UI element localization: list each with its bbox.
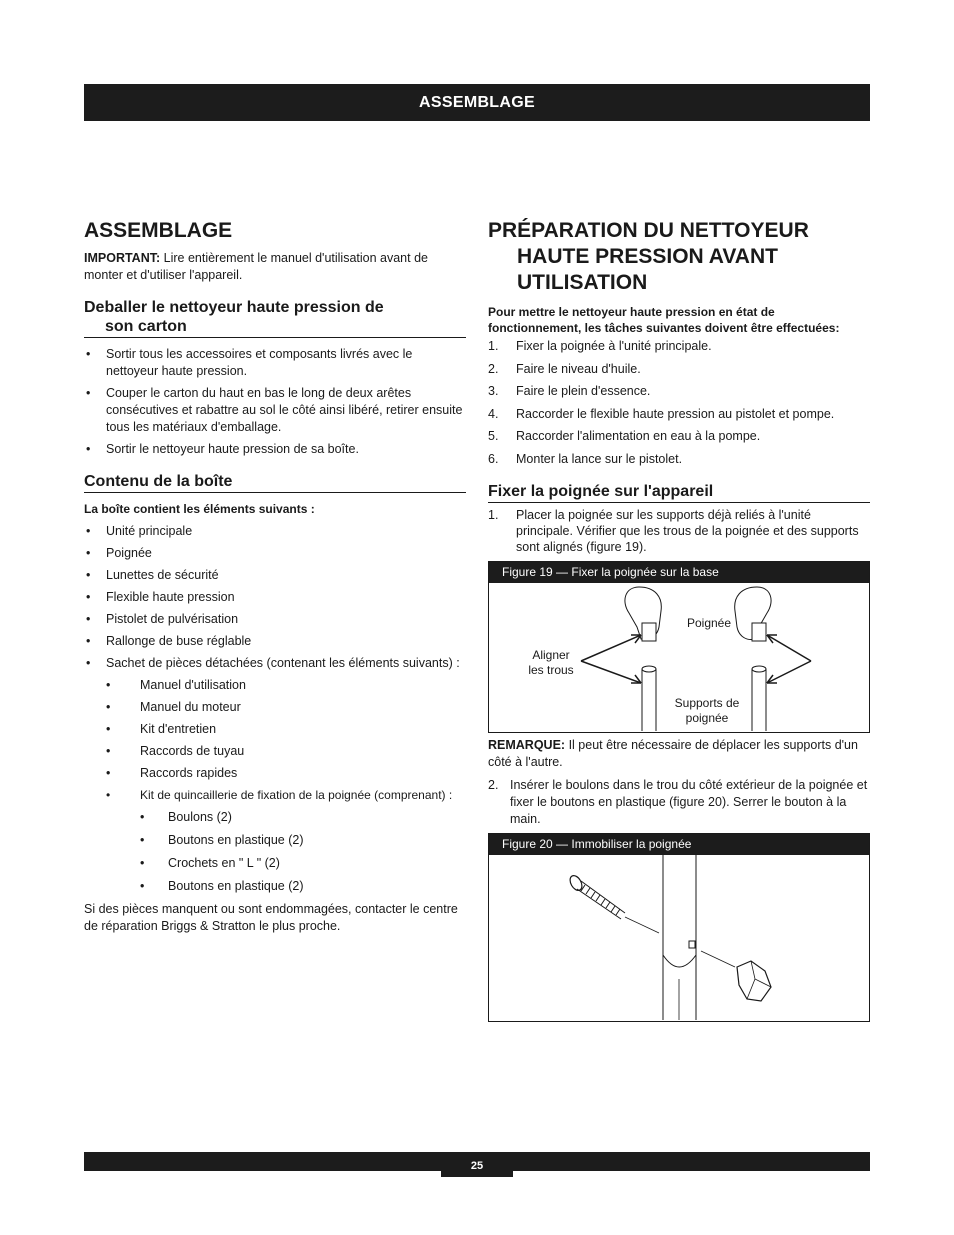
list-item: • Boutons en plastique (2): [84, 878, 466, 895]
step-text: Monter la lance sur le pistolet.: [516, 451, 683, 466]
step-text: Raccorder l'alimentation en eau à la pompe.: [516, 429, 761, 444]
figure-19-label-supports: [669, 696, 745, 726]
step-number: 5.: [488, 429, 499, 444]
list-item: • Raccords de tuyau: [84, 743, 466, 760]
contents-list: [84, 523, 466, 672]
contents-sublist: [84, 677, 466, 804]
contents-footer: Si des pièces manquent ou sont endommagées, contacter le centre de réparation Briggs & Stratton le plus proche.: [84, 902, 458, 933]
section-title-preparation: PRÉPARATION DU NETTOYEUR HAUTE PRESSION AVANT UTILISATION: [488, 219, 809, 294]
list-item: • Boutons en plastique (2): [84, 832, 466, 849]
important-label: IMPORTANT:: [84, 251, 161, 265]
right-column: [488, 218, 870, 1026]
unpack-heading: [84, 298, 466, 338]
list-item: • Unité principale: [84, 523, 466, 540]
list-item: • Manuel du moteur: [84, 699, 466, 716]
list-item: • Raccords rapides: [84, 765, 466, 782]
list-item: • Lunettes de sécurité: [84, 567, 466, 584]
step-text: Insérer le boulons dans le trou du côté extérieur de la poignée et fixer le boutons en plastique (figure 20). Serrer le bouton à la main.: [510, 777, 868, 826]
list-item: [488, 361, 870, 378]
list-item: [488, 507, 870, 555]
unpack-list: [84, 346, 466, 458]
step-number: 2.: [488, 361, 499, 376]
important-text: Lire entièrement le manuel d'utilisation avant de monter et d'utiliser l'appareil.: [84, 251, 428, 282]
step-number: 3.: [488, 384, 499, 399]
list-item: • Boulons (2): [84, 809, 466, 826]
note: [488, 737, 870, 771]
list-item: • Poignée: [84, 545, 466, 562]
step-text: Fixer la poignée à l'unité principale.: [516, 339, 712, 353]
list-item: [488, 383, 870, 400]
list-item: • Sortir le nettoyeur haute pression de sa boîte.: [84, 441, 466, 458]
handle-step-2: [488, 777, 870, 828]
label-line: Aligner: [532, 647, 570, 662]
label-line: les trous: [528, 662, 574, 677]
list-item: • Crochets en " L " (2): [84, 855, 466, 872]
contents-intro: La boîte contient les éléments suivants :: [84, 502, 315, 516]
list-item: [488, 338, 870, 355]
step-number: 4.: [488, 406, 499, 421]
list-item: [488, 428, 870, 445]
figure-19-caption: Figure 19 — Fixer la poignée sur la base: [489, 562, 869, 583]
figure-19-label-align: [523, 648, 579, 678]
list-item: • Kit de quincaillerie de fixation de la poignée (comprenant) :: [84, 787, 466, 804]
unpack-heading-line2: son carton: [105, 318, 187, 335]
list-item: • Sortir tous les accessoires et composants livrés avec le nettoyeur haute pression.: [84, 346, 466, 380]
step-number: 1.: [488, 507, 499, 522]
header-bar: [84, 84, 870, 121]
handle-step-1: [488, 507, 870, 555]
step-text: Placer la poignée sur les supports déjà reliés à l'unité principale. Vérifier que les trous de la poignée et des supports sont alignés (figure 19).: [516, 507, 859, 554]
list-item: • Rallonge de buse réglable: [84, 633, 466, 650]
list-item: [488, 406, 870, 423]
step-text: Faire le plein d'essence.: [516, 384, 651, 399]
step-text: Faire le niveau d'huile.: [516, 361, 641, 376]
contents-subsublist: [84, 809, 466, 895]
header-title: ASSEMBLAGE: [419, 94, 535, 111]
list-item: • Manuel d'utilisation: [84, 677, 466, 694]
left-column: [84, 218, 466, 935]
important-note: [84, 250, 466, 284]
label-line: poignée: [685, 710, 729, 725]
preparation-intro: Pour mettre le nettoyeur haute pression en état de fonctionnement, les tâches suivantes doivent être effectuées:: [488, 305, 840, 335]
preparation-steps: [488, 338, 870, 468]
note-label: REMARQUE:: [488, 737, 566, 752]
unpack-heading-line1: Deballer le nettoyeur haute pression de: [84, 299, 384, 316]
list-item: [488, 451, 870, 468]
figure-20-illustration: [489, 855, 869, 1020]
list-item: • Kit d'entretien: [84, 721, 466, 738]
step-number: 1.: [488, 339, 499, 353]
list-item: [488, 777, 870, 828]
list-item: • Couper le carton du haut en bas le long de deux arêtes consécutives et rabattre au sol le côté ainsi libéré, retirer ensuite tous les matériaux d'emballage.: [84, 385, 466, 436]
list-item: • Pistolet de pulvérisation: [84, 611, 466, 628]
section-title-assemblage: ASSEMBLAGE: [84, 219, 233, 242]
step-number: 2.: [488, 777, 499, 792]
page-number: 25: [441, 1152, 513, 1177]
handle-heading: Fixer la poignée sur l'appareil: [488, 482, 870, 503]
list-item: • Sachet de pièces détachées (contenant les éléments suivants) :: [84, 655, 466, 672]
figure-19: [488, 561, 870, 733]
figure-19-label-handle: Poignée: [686, 615, 732, 630]
list-item: • Flexible haute pression: [84, 589, 466, 606]
step-text: Raccorder le flexible haute pression au pistolet et pompe.: [516, 406, 835, 421]
note-text: Il peut être nécessaire de déplacer les supports d'un côté à l'autre.: [488, 737, 858, 769]
step-number: 6.: [488, 451, 499, 466]
figure-20-caption: Figure 20 — Immobiliser la poignée: [489, 834, 869, 855]
label-line: Supports de: [674, 695, 740, 710]
figure-20: [488, 833, 870, 1022]
contents-heading: Contenu de la boîte: [84, 472, 466, 493]
